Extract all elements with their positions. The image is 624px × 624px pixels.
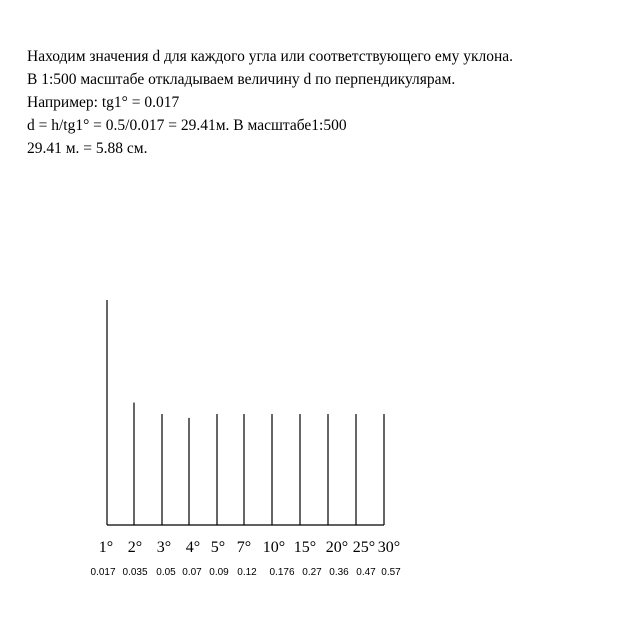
- tangent-label: 0.47: [356, 567, 376, 578]
- angle-label: 30°: [377, 539, 401, 556]
- angle-label: 1°: [98, 539, 114, 556]
- angle-label: 4°: [185, 539, 201, 556]
- tangent-label: 0.017: [90, 567, 116, 578]
- tangent-label: 0.09: [209, 567, 229, 578]
- angle-label: 15°: [293, 539, 317, 556]
- angle-label: 20°: [325, 539, 349, 556]
- tangent-label: 0.07: [182, 567, 202, 578]
- tangent-label: 0.57: [381, 567, 401, 578]
- angle-label: 10°: [262, 539, 286, 556]
- angle-label: 2°: [127, 539, 143, 556]
- text-line-4: d = h/tg1° = 0.5/0.017 = 29.41м. В масштабе1:500: [27, 117, 347, 134]
- angle-label: 5°: [210, 539, 226, 556]
- angle-label: 25°: [352, 539, 376, 556]
- tangent-label: 0.176: [269, 567, 295, 578]
- tangent-label: 0.27: [302, 567, 322, 578]
- angle-label: 3°: [156, 539, 172, 556]
- angle-label: 7°: [236, 539, 252, 556]
- tangent-label: 0.035: [122, 567, 148, 578]
- tangent-label: 0.05: [156, 567, 176, 578]
- text-line-1: Находим значения d для каждого угла или соответствующего ему уклона.: [27, 48, 514, 65]
- text-line-5: 29.41 м. = 5.88 см.: [27, 140, 148, 157]
- text-line-3: Например: tg1° = 0.017: [27, 94, 180, 111]
- tangent-label: 0.12: [237, 567, 257, 578]
- text-line-2: В 1:500 масштабе откладываем величину d по перпендикулярам.: [27, 71, 456, 88]
- tangent-label: 0.36: [329, 567, 349, 578]
